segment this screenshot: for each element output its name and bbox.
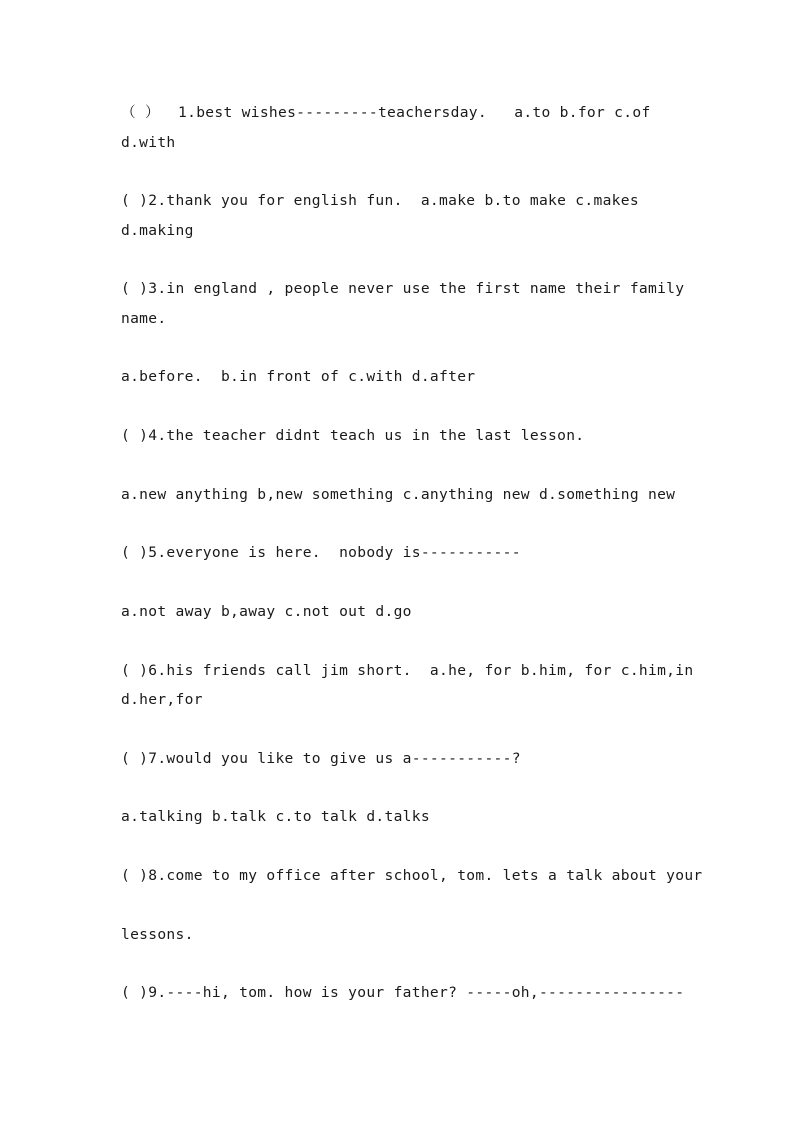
question-3-options: a.before. b.in front of c.with d.after <box>121 368 476 385</box>
question-6-line: ( )6.his friends call jim short. a.he, for b.him, for c.him,in <box>121 662 694 679</box>
question-7-line: ( )7.would you like to give us a-----------? <box>121 750 521 767</box>
question-3-continuation: name. <box>121 310 167 327</box>
question-5-options: a.not away b,away c.not out d.go <box>121 603 412 620</box>
question-6-option-d: d.her,for <box>121 691 203 708</box>
question-1-line: （ ） 1.best wishes---------teachersday. a.to b.for c.of <box>121 104 651 121</box>
question-9-line: ( )9.----hi, tom. how is your father? -----oh,---------------- <box>121 984 685 1001</box>
question-3-line: ( )3.in england , people never use the first name their family <box>121 280 685 297</box>
question-1-option-d: d.with <box>121 134 176 151</box>
question-2-option-d: d.making <box>121 222 194 239</box>
question-4-options: a.new anything b,new something c.anything new d.something new <box>121 486 676 503</box>
question-8-continuation: lessons. <box>121 926 194 943</box>
question-4-line: ( )4.the teacher didnt teach us in the last lesson. <box>121 427 585 444</box>
question-7-options: a.talking b.talk c.to talk d.talks <box>121 808 430 825</box>
question-2-line: ( )2.thank you for english fun. a.make b.to make c.makes <box>121 192 639 209</box>
question-8-line: ( )8.come to my office after school, tom. lets a talk about your <box>121 867 703 884</box>
question-5-line: ( )5.everyone is here. nobody is----------- <box>121 544 521 561</box>
